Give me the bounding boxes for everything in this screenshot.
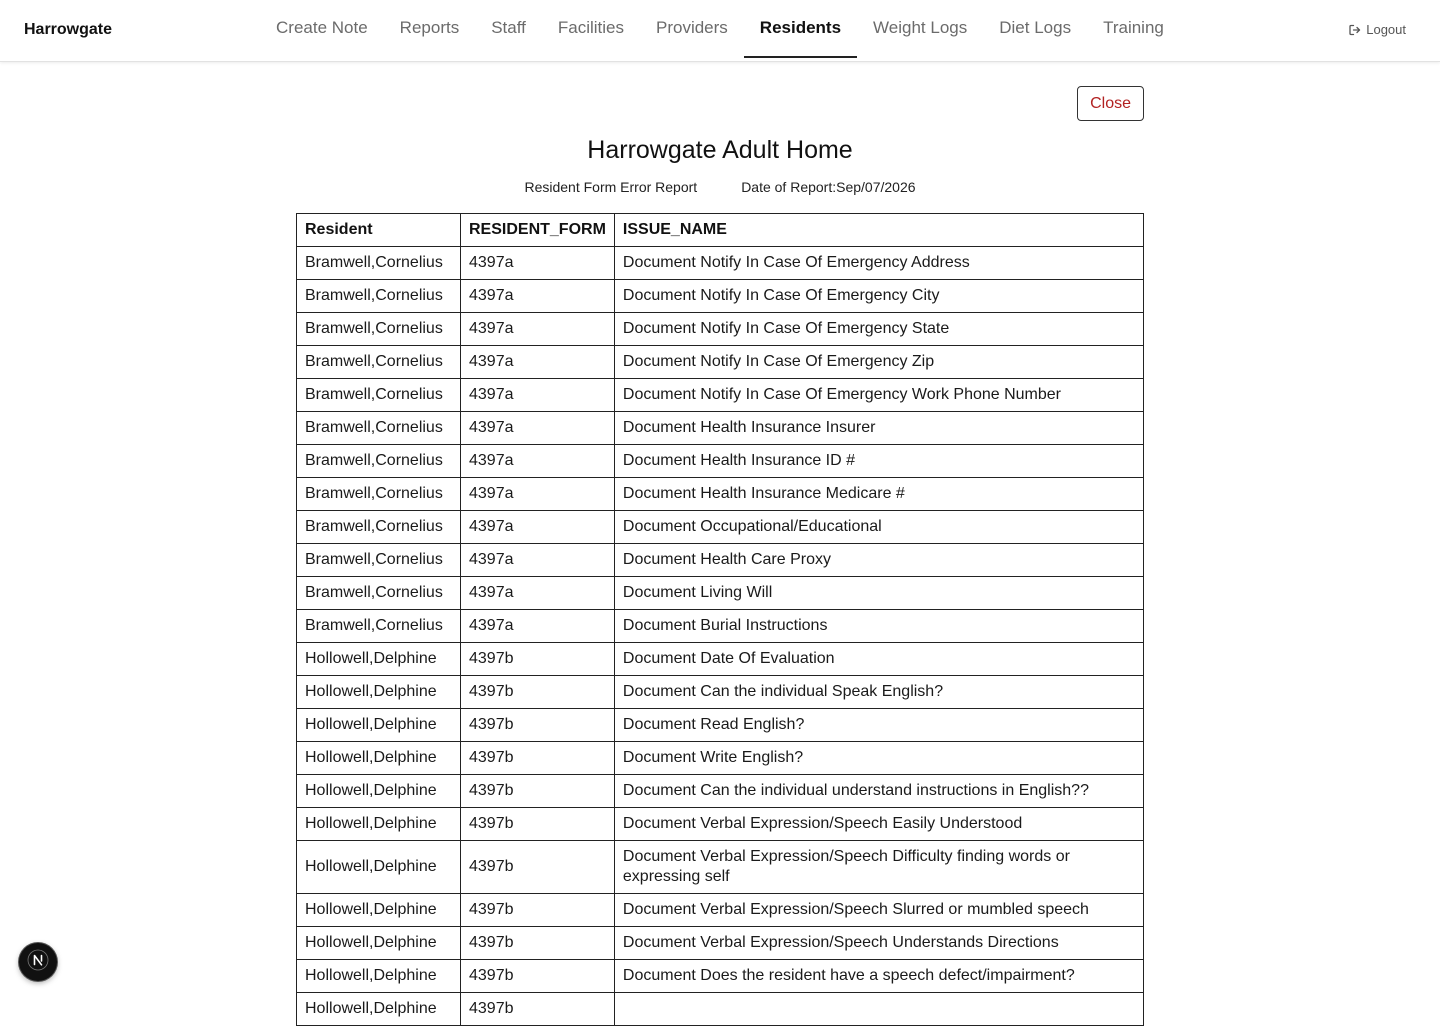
table-row <box>297 544 1144 577</box>
report-name: Resident Form Error Report <box>524 179 698 195</box>
cell-resident-form: 4397b <box>461 927 615 960</box>
cell-issue-name: Document Verbal Expression/Speech Difficulty finding words or expressing self <box>614 841 1143 894</box>
cell-issue-name: Document Notify In Case Of Emergency State <box>614 313 1143 346</box>
cell-issue-name: Document Health Care Proxy <box>614 544 1143 577</box>
table-row <box>297 742 1144 775</box>
column-header-resident: Resident <box>297 214 461 247</box>
cell-resident-form: 4397a <box>461 247 615 280</box>
cell-issue-name: Document Occupational/Educational <box>614 511 1143 544</box>
cell-resident: Bramwell,Cornelius <box>297 577 461 610</box>
column-header-issue-name: ISSUE_NAME <box>614 214 1143 247</box>
cell-resident: Bramwell,Cornelius <box>297 346 461 379</box>
cell-resident: Hollowell,Delphine <box>297 841 461 894</box>
cell-resident: Bramwell,Cornelius <box>297 280 461 313</box>
cell-resident-form: 4397b <box>461 894 615 927</box>
nextjs-dev-button[interactable] <box>19 943 57 981</box>
table-row <box>297 894 1144 927</box>
cell-resident: Hollowell,Delphine <box>297 894 461 927</box>
cell-resident-form: 4397b <box>461 993 615 1026</box>
cell-resident: Bramwell,Cornelius <box>297 247 461 280</box>
cell-resident-form: 4397a <box>461 478 615 511</box>
main-nav <box>260 0 1180 62</box>
cell-resident: Hollowell,Delphine <box>297 808 461 841</box>
table-row <box>297 927 1144 960</box>
logout-label: Logout <box>1366 22 1406 37</box>
cell-resident: Bramwell,Cornelius <box>297 313 461 346</box>
cell-issue-name: Document Health Insurance Medicare # <box>614 478 1143 511</box>
cell-issue-name: Document Can the individual Speak English? <box>614 676 1143 709</box>
cell-resident: Hollowell,Delphine <box>297 643 461 676</box>
error-table <box>296 213 1144 1026</box>
cell-issue-name <box>614 993 1143 1026</box>
cell-resident-form: 4397b <box>461 808 615 841</box>
table-row <box>297 379 1144 412</box>
cell-resident: Bramwell,Cornelius <box>297 412 461 445</box>
cell-issue-name: Document Write English? <box>614 742 1143 775</box>
cell-issue-name: Document Verbal Expression/Speech Easily Understood <box>614 808 1143 841</box>
cell-resident: Bramwell,Cornelius <box>297 445 461 478</box>
cell-issue-name: Document Notify In Case Of Emergency Address <box>614 247 1143 280</box>
nav-item-create-note[interactable]: Create Note <box>276 18 368 37</box>
cell-resident-form: 4397a <box>461 577 615 610</box>
cell-resident-form: 4397a <box>461 280 615 313</box>
cell-resident-form: 4397a <box>461 445 615 478</box>
cell-issue-name: Document Health Insurance Insurer <box>614 412 1143 445</box>
nav-item-facilities[interactable]: Facilities <box>557 18 624 37</box>
cell-issue-name: Document Verbal Expression/Speech Slurred or mumbled speech <box>614 894 1143 927</box>
top-navbar <box>0 0 1440 62</box>
nextjs-logo-icon <box>27 949 49 976</box>
cell-resident: Bramwell,Cornelius <box>297 544 461 577</box>
cell-resident-form: 4397a <box>461 610 615 643</box>
nav-item-weight-logs[interactable]: Weight Logs <box>873 18 968 37</box>
cell-resident-form: 4397a <box>461 313 615 346</box>
cell-resident: Hollowell,Delphine <box>297 709 461 742</box>
cell-resident-form: 4397a <box>461 511 615 544</box>
cell-resident: Hollowell,Delphine <box>297 960 461 993</box>
table-row <box>297 775 1144 808</box>
table-row <box>297 841 1144 894</box>
table-row <box>297 610 1144 643</box>
cell-issue-name: Document Date Of Evaluation <box>614 643 1143 676</box>
cell-resident-form: 4397b <box>461 742 615 775</box>
table-row <box>297 445 1144 478</box>
cell-resident: Hollowell,Delphine <box>297 927 461 960</box>
facility-title: Harrowgate Adult Home <box>587 136 853 164</box>
table-row <box>297 676 1144 709</box>
cell-resident: Hollowell,Delphine <box>297 993 461 1026</box>
cell-resident-form: 4397a <box>461 544 615 577</box>
cell-resident: Hollowell,Delphine <box>297 742 461 775</box>
cell-resident-form: 4397b <box>461 709 615 742</box>
column-header-resident-form: RESIDENT_FORM <box>461 214 615 247</box>
cell-resident-form: 4397b <box>461 676 615 709</box>
cell-resident: Hollowell,Delphine <box>297 676 461 709</box>
logout-button[interactable] <box>1348 22 1406 37</box>
cell-issue-name: Document Can the individual understand instructions in English?? <box>614 775 1143 808</box>
nav-item-providers[interactable]: Providers <box>655 18 728 37</box>
cell-resident: Bramwell,Cornelius <box>297 379 461 412</box>
cell-issue-name: Document Living Will <box>614 577 1143 610</box>
table-row <box>297 960 1144 993</box>
cell-issue-name: Document Notify In Case Of Emergency Zip <box>614 346 1143 379</box>
table-row <box>297 478 1144 511</box>
cell-resident: Bramwell,Cornelius <box>297 511 461 544</box>
nav-item-training[interactable]: Training <box>1103 18 1164 37</box>
table-row <box>297 577 1144 610</box>
cell-issue-name: Document Notify In Case Of Emergency Work Phone Number <box>614 379 1143 412</box>
table-header-row <box>297 214 1144 247</box>
report-date: Date of Report:Sep/07/2026 <box>741 179 916 195</box>
cell-resident-form: 4397a <box>461 346 615 379</box>
table-row <box>297 709 1144 742</box>
logout-icon <box>1348 23 1362 37</box>
close-button[interactable]: Close <box>1077 86 1144 121</box>
cell-resident: Hollowell,Delphine <box>297 775 461 808</box>
table-row <box>297 808 1144 841</box>
cell-issue-name: Document Does the resident have a speech defect/impairment? <box>614 960 1143 993</box>
nav-item-staff[interactable]: Staff <box>491 18 526 37</box>
report-subtitle <box>296 179 1144 195</box>
cell-resident-form: 4397b <box>461 775 615 808</box>
table-row <box>297 247 1144 280</box>
cell-resident-form: 4397a <box>461 379 615 412</box>
cell-resident-form: 4397b <box>461 960 615 993</box>
table-row <box>297 346 1144 379</box>
cell-resident-form: 4397b <box>461 841 615 894</box>
table-row <box>297 412 1144 445</box>
cell-issue-name: Document Read English? <box>614 709 1143 742</box>
cell-issue-name: Document Verbal Expression/Speech Understands Directions <box>614 927 1143 960</box>
cell-resident-form: 4397a <box>461 412 615 445</box>
table-row <box>297 313 1144 346</box>
cell-issue-name: Document Burial Instructions <box>614 610 1143 643</box>
cell-resident: Bramwell,Cornelius <box>297 478 461 511</box>
brand-logo[interactable]: Harrowgate <box>24 21 113 38</box>
cell-resident: Bramwell,Cornelius <box>297 610 461 643</box>
nav-item-reports[interactable]: Reports <box>399 18 460 37</box>
cell-issue-name: Document Notify In Case Of Emergency City <box>614 280 1143 313</box>
cell-resident-form: 4397b <box>461 643 615 676</box>
table-row <box>297 280 1144 313</box>
table-row <box>297 643 1144 676</box>
nav-item-diet-logs[interactable]: Diet Logs <box>999 18 1072 37</box>
cell-issue-name: Document Health Insurance ID # <box>614 445 1143 478</box>
table-row <box>297 993 1144 1026</box>
table-row <box>297 511 1144 544</box>
nav-item-residents[interactable]: Residents <box>744 0 857 58</box>
